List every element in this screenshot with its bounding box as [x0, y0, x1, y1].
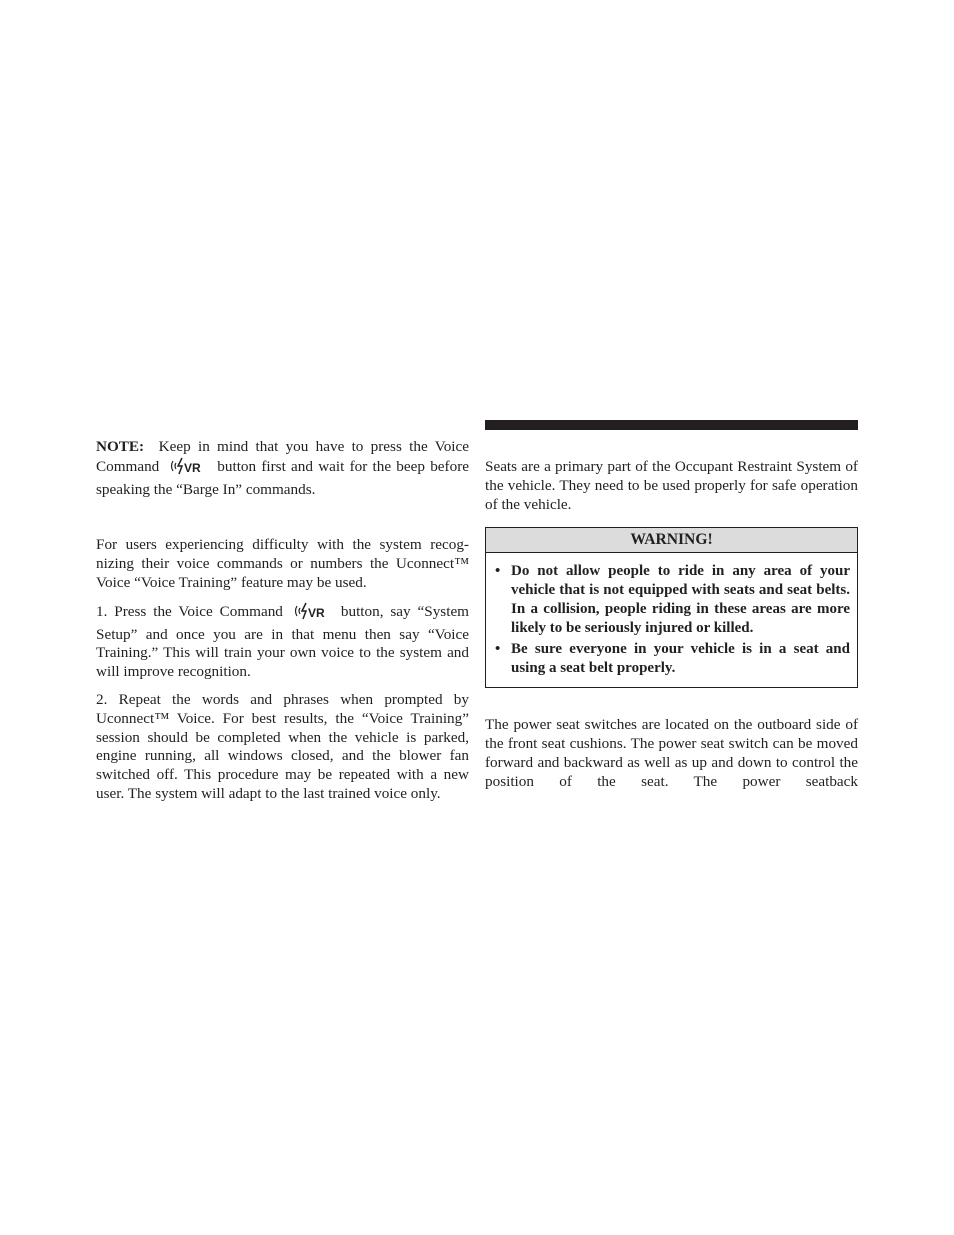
svg-text:VR: VR — [307, 605, 325, 620]
note-text-2: button first and wait for the beep before speaking the “Barge In” commands. — [96, 457, 469, 498]
power-seats-paragraph: The power seat switches are located on the outboard side of the front seat cushions. The power seat switch can be moved forward and backward as well as up and down to control the position of the seat. The power seatback — [485, 716, 858, 790]
section-header-bar — [485, 420, 858, 430]
step-1-text-b: button, say “System Setup” and once you are in that menu then say “Voice Training.” This will train your own voice to the system and will improve recognition. — [96, 602, 469, 681]
right-column — [485, 420, 858, 792]
left-column — [96, 438, 469, 804]
voice-training-intro: For users experiencing difficulty with the system recog- nizing their voice commands or numbers the Uconnect™ Voice “Voice Training” feature may be used. — [96, 536, 469, 591]
warning-list — [486, 553, 857, 687]
note-label: NOTE: — [96, 438, 145, 455]
note-paragraph — [96, 438, 469, 499]
training-step-2: 2. Repeat the words and phrases when prompted by Uconnect™ Voice. For best results, the “Voice Training” session should be completed when the vehicle is parked, engine running, all windows closed, and the blower fan switched off. This procedure may be repeated with a new user. The system will adapt to the last trained voice only. — [96, 690, 469, 802]
warning-item: • Be sure everyone in your vehicle is in a seat and using a seat belt properly. — [494, 640, 850, 678]
training-step-1 — [96, 602, 469, 682]
step-1-text-a: 1. Press the Voice Command — [96, 602, 283, 620]
warning-item: • Do not allow people to ride in any area of your vehicle that is not equipped with seats and seat belts. In a collision, people riding in these areas are more likely to be seriously injured or killed. — [494, 562, 850, 638]
voice-command-icon — [293, 602, 329, 626]
warning-box — [485, 527, 858, 688]
voice-command-icon — [169, 457, 205, 481]
note-text-1: Keep in mind that you have to press the Voice Command — [96, 438, 469, 475]
svg-text:VR: VR — [184, 460, 201, 475]
warning-title: WARNING! — [486, 528, 857, 553]
seats-intro: Seats are a primary part of the Occupant Restraint System of the vehicle. They need to be used properly for safe operation of the vehicle. — [485, 458, 858, 513]
